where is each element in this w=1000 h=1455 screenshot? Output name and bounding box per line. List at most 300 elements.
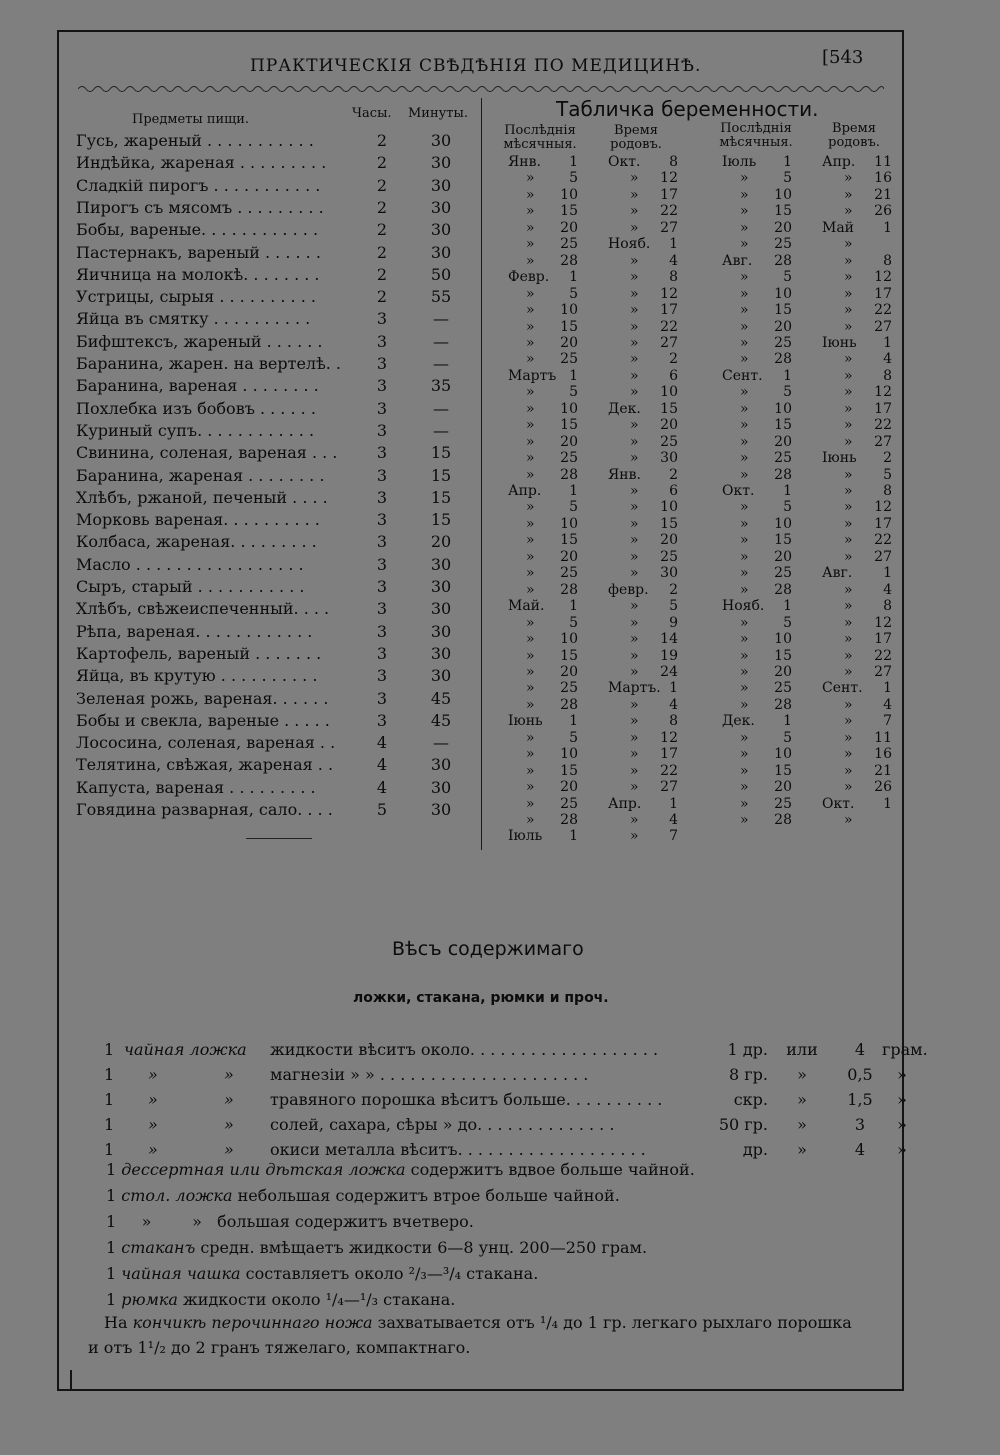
food-hours: 3 xyxy=(376,577,388,596)
preg-birth-month-right: » xyxy=(844,302,853,319)
preg-birth-month-left: » xyxy=(630,186,639,203)
preg-last-month-left: » xyxy=(526,285,535,302)
preg-last-month-left: » xyxy=(526,417,535,434)
page-number: [543 xyxy=(822,47,864,68)
food-name: Гусь, жареный . . . . . . . . . . . xyxy=(76,131,314,150)
preg-birth-month-left: » xyxy=(630,631,639,648)
preg-birth-month-right: » xyxy=(844,367,853,384)
food-hours: 2 xyxy=(376,220,388,240)
preg-last-day-left: 5 xyxy=(569,499,578,516)
food-name: Индѣйка, жареная . . . . . . . . . xyxy=(76,153,327,173)
food-hours: 3 xyxy=(376,510,388,530)
preg-birth-day-left: 4 xyxy=(669,812,678,828)
preg-birth-month-right: » xyxy=(844,186,853,203)
note-text: 1 xyxy=(106,1264,122,1283)
preg-last-month-left: » xyxy=(526,779,535,796)
preg-birth-day-left: 25 xyxy=(660,433,678,450)
preg-last-month-right: » xyxy=(740,696,749,713)
food-row xyxy=(76,555,476,577)
food-name: Хлѣбъ, свѣжеиспеченный. . . . xyxy=(76,599,330,619)
food-digestion-table xyxy=(76,131,476,831)
preg-last-day-left: 20 xyxy=(560,433,578,450)
preg-last-month-left: » xyxy=(526,351,535,368)
preg-last-month-right: » xyxy=(740,450,749,467)
measure-description: травяного порошка вѣситъ больше. . . . . . . . . . xyxy=(270,1090,663,1109)
preg-last-month-right: » xyxy=(740,680,749,697)
preg-birth-day-left: 1 xyxy=(669,795,678,812)
preg-birth-day-right: 27 xyxy=(874,433,892,450)
preg-last-day-left: 1 xyxy=(569,154,578,170)
preg-last-month-left: » xyxy=(526,631,535,648)
preg-last-month-left: Іюнь xyxy=(508,713,543,730)
measure-count: 1 xyxy=(104,1065,115,1084)
preg-birth-day-right: 8 xyxy=(883,483,892,499)
preg-birth-month-left: » xyxy=(630,318,639,335)
measure-value: др. xyxy=(742,1140,768,1159)
note-emphasis: рюмка xyxy=(121,1290,178,1309)
food-row xyxy=(76,666,476,688)
preg-birth-day-left: 20 xyxy=(660,532,678,549)
food-name: Зеленая рожь, вареная. . . . . . xyxy=(76,688,329,708)
preg-birth-month-right: Авг. xyxy=(822,565,853,582)
preg-last-month-right: Авг. xyxy=(722,252,753,269)
preg-last-month-left: » xyxy=(526,384,535,401)
preg-last-day-right: 25 xyxy=(774,680,792,697)
preg-last-month-left: Янв. xyxy=(508,154,541,170)
preg-last-month-right: Іюль xyxy=(722,154,757,170)
preg-last-day-left: 28 xyxy=(560,466,578,483)
preg-last-month-right: » xyxy=(740,417,749,434)
food-name: Капуста, вареная . . . . . . . . . xyxy=(76,777,316,797)
preg-birth-month-right: Іюнь xyxy=(822,450,857,467)
measure-value: 8 гр. xyxy=(729,1065,768,1084)
preg-last-day-right: 28 xyxy=(774,696,792,713)
preg-last-month-left: » xyxy=(526,663,535,680)
preg-last-day-left: 10 xyxy=(560,186,578,203)
preg-birth-day-right: 1 xyxy=(883,334,892,351)
measure-value-metric: 3 xyxy=(854,1115,866,1134)
preg-birth-month-left: Янв. xyxy=(608,466,641,483)
preg-birth-month-left: Апр. xyxy=(608,795,642,812)
preg-last-month-left: » xyxy=(526,515,535,532)
measure-or: » xyxy=(797,1065,807,1084)
note-text: 1 xyxy=(106,1160,122,1179)
food-hours: 4 xyxy=(376,777,388,797)
food-minutes: 35 xyxy=(430,376,452,396)
preg-last-day-right: 10 xyxy=(774,400,792,417)
preg-last-month-left: Май. xyxy=(508,598,545,615)
preg-birth-day-right: 27 xyxy=(874,663,892,680)
food-name: Похлебка изъ бобовъ . . . . . . xyxy=(76,398,316,418)
preg-last-day-right: 28 xyxy=(774,812,792,828)
preg-birth-month-left: » xyxy=(630,762,639,779)
preg-last-month-right: » xyxy=(740,219,749,236)
food-hours: 2 xyxy=(376,287,388,307)
preg-last-day-right: 20 xyxy=(774,433,792,450)
preg-birth-day-left: 17 xyxy=(660,186,678,203)
preg-last-month-left: » xyxy=(526,812,535,828)
preg-birth-day-right: 16 xyxy=(874,170,892,187)
preg-last-day-right: 25 xyxy=(774,450,792,467)
note-line xyxy=(106,1212,474,1231)
preg-birth-day-right: 12 xyxy=(874,499,892,516)
preg-birth-day-left: 2 xyxy=(669,581,678,598)
preg-birth-day-right: 1 xyxy=(883,795,892,812)
preg-last-day-left: 5 xyxy=(569,285,578,302)
preg-birth-month-left: » xyxy=(630,285,639,302)
note-text: большая содержитъ вчетверо. xyxy=(217,1212,474,1231)
preg-birth-day-left: 1 xyxy=(669,236,678,253)
preg-last-day-right: 1 xyxy=(783,598,792,615)
preg-last-day-right: 25 xyxy=(774,334,792,351)
food-hours: 3 xyxy=(376,398,388,418)
food-hours: 3 xyxy=(376,710,388,730)
measure-row xyxy=(104,1065,907,1087)
preg-birth-day-right: 2 xyxy=(883,450,892,467)
preg-col-header-birth-left: Время родовъ. xyxy=(610,123,662,152)
weights-title: Вѣсъ содержимаго xyxy=(392,938,584,960)
note-text: и отъ 1¹/₂ до 2 гранъ тяжелаго, компактнаго. xyxy=(88,1338,471,1357)
food-hours: 2 xyxy=(376,264,388,284)
preg-birth-day-left: 6 xyxy=(669,483,678,499)
measure-unit-metric: » xyxy=(897,1115,907,1134)
food-row xyxy=(76,466,476,488)
measure-row xyxy=(104,1140,907,1162)
preg-last-month-right: » xyxy=(740,565,749,582)
preg-birth-day-right: 26 xyxy=(874,779,892,796)
note-emphasis: стол. ложка xyxy=(121,1186,233,1205)
note-line xyxy=(106,1264,538,1283)
food-hours: 4 xyxy=(376,755,388,775)
food-hours: 3 xyxy=(376,331,388,351)
preg-last-day-right: 20 xyxy=(774,663,792,680)
preg-birth-month-left: » xyxy=(630,614,639,631)
measure-row xyxy=(104,1040,928,1062)
food-minutes: 30 xyxy=(430,577,452,596)
preg-last-month-left: » xyxy=(526,581,535,598)
note-emphasis: стаканъ xyxy=(121,1238,196,1257)
preg-last-month-left: Іюль xyxy=(508,828,543,845)
preg-last-day-right: 10 xyxy=(774,186,792,203)
preg-last-day-left: 1 xyxy=(569,713,578,730)
preg-birth-month-left: Нояб. xyxy=(608,236,651,253)
preg-last-day-right: 25 xyxy=(774,565,792,582)
preg-birth-day-left: 8 xyxy=(669,154,678,170)
food-row xyxy=(76,443,476,465)
preg-last-month-left: » xyxy=(526,532,535,549)
preg-last-day-left: 15 xyxy=(560,203,578,220)
preg-col-header-last-left: Послѣднія мѣсячныя. xyxy=(503,123,577,152)
food-name: Пирогъ съ мясомъ . . . . . . . . . xyxy=(76,197,324,217)
preg-birth-month-left: » xyxy=(630,532,639,549)
preg-last-month-right: Сент. xyxy=(722,367,763,384)
food-hours: 3 xyxy=(376,309,388,329)
food-row xyxy=(76,287,476,309)
preg-birth-day-right: 17 xyxy=(874,285,892,302)
preg-birth-month-right: Апр. xyxy=(822,154,856,170)
preg-last-day-right: 15 xyxy=(774,647,792,664)
preg-last-day-right: 1 xyxy=(783,367,792,384)
food-minutes: 30 xyxy=(430,599,452,619)
measure-value-metric: 4 xyxy=(854,1040,866,1059)
preg-birth-day-left: 12 xyxy=(660,170,678,187)
preg-last-day-right: 10 xyxy=(774,746,792,763)
preg-birth-month-right: » xyxy=(844,548,853,565)
preg-birth-day-left: 5 xyxy=(669,598,678,615)
preg-birth-month-left: » xyxy=(630,647,639,664)
preg-last-month-left: » xyxy=(526,219,535,236)
measure-unit: » xyxy=(148,1115,158,1134)
preg-birth-month-left: Дек. xyxy=(608,400,641,417)
wavy-rule xyxy=(78,84,884,94)
preg-birth-day-left: 4 xyxy=(669,252,678,269)
preg-last-day-right: 5 xyxy=(783,384,792,401)
preg-last-month-right: » xyxy=(740,663,749,680)
preg-last-day-right: 10 xyxy=(774,631,792,648)
preg-last-day-left: 1 xyxy=(569,828,578,845)
food-row xyxy=(76,778,476,800)
food-name: Устрицы, сырыя . . . . . . . . . . xyxy=(76,287,316,307)
preg-birth-month-right: » xyxy=(844,433,853,450)
measure-or: » xyxy=(797,1090,807,1109)
measure-unit: » xyxy=(148,1090,158,1109)
preg-last-day-left: 5 xyxy=(569,729,578,746)
preg-last-day-left: 1 xyxy=(569,483,578,499)
preg-birth-month-right: » xyxy=(844,285,853,302)
food-row xyxy=(76,354,476,376)
food-col-header-hours: Часы. xyxy=(352,106,392,121)
preg-last-month-left: » xyxy=(526,499,535,516)
preg-birth-day-left: 20 xyxy=(660,417,678,434)
preg-last-month-right: Дек. xyxy=(722,713,755,730)
preg-birth-month-left: » xyxy=(630,219,639,236)
preg-birth-month-right: » xyxy=(844,663,853,680)
preg-birth-month-right: Сент. xyxy=(822,680,863,697)
preg-last-day-right: 25 xyxy=(774,795,792,812)
food-minutes: 30 xyxy=(430,554,452,574)
food-name: Колбаса, жареная. . . . . . . . . xyxy=(76,532,317,552)
preg-last-month-right: » xyxy=(740,351,749,368)
preg-birth-day-right: 22 xyxy=(874,302,892,319)
separator-line xyxy=(246,838,312,839)
food-row xyxy=(76,265,476,287)
note-text: составляетъ около ²/₃—³/₄ стакана. xyxy=(240,1264,539,1283)
preg-last-day-left: 25 xyxy=(560,565,578,582)
measure-count: 1 xyxy=(104,1115,115,1134)
preg-birth-month-left: » xyxy=(630,828,639,845)
preg-last-day-right: 15 xyxy=(774,762,792,779)
food-hours: 2 xyxy=(376,197,388,217)
preg-birth-month-left: » xyxy=(630,548,639,565)
note-text: захватывается отъ ¹/₄ до 1 гр. легкаго рыхлаго порошка xyxy=(372,1313,852,1332)
weights-subtitle: ложки, стакана, рюмки и проч. xyxy=(353,990,609,1006)
preg-birth-month-right: » xyxy=(844,581,853,598)
food-minutes: 30 xyxy=(430,800,452,819)
food-row xyxy=(76,599,476,621)
food-hours: 2 xyxy=(376,175,388,195)
measure-description: жидкости вѣситъ около. . . . . . . . . . . . . . . . . . . xyxy=(270,1040,659,1059)
food-minutes: 30 xyxy=(430,666,452,686)
preg-last-day-left: 25 xyxy=(560,680,578,697)
preg-birth-day-right: 17 xyxy=(874,400,892,417)
preg-birth-month-left: » xyxy=(630,302,639,319)
preg-birth-month-right: » xyxy=(844,713,853,730)
note-emphasis: чайная чашка xyxy=(121,1264,241,1283)
preg-last-day-right: 28 xyxy=(774,581,792,598)
preg-last-day-right: 10 xyxy=(774,515,792,532)
food-hours: 3 xyxy=(376,532,388,552)
note-line xyxy=(88,1338,470,1357)
preg-birth-month-left: » xyxy=(630,779,639,796)
preg-last-month-right: » xyxy=(740,302,749,319)
preg-birth-month-right: » xyxy=(844,532,853,549)
food-name: Говядина разварная, сало. . . . xyxy=(76,800,333,819)
measure-unit-ditto: » xyxy=(224,1065,234,1084)
preg-col-header-last-right: Послѣднія мѣсячныя. xyxy=(719,121,793,150)
preg-last-month-left: » xyxy=(526,696,535,713)
preg-birth-day-left: 22 xyxy=(660,318,678,335)
measure-count: 1 xyxy=(104,1090,115,1109)
preg-last-day-left: 5 xyxy=(569,384,578,401)
preg-birth-month-left: » xyxy=(630,746,639,763)
preg-last-day-left: 10 xyxy=(560,515,578,532)
food-name: Сладкій пирогъ . . . . . . . . . . . xyxy=(76,175,321,195)
preg-birth-month-right: » xyxy=(844,483,853,499)
food-minutes: — xyxy=(433,398,449,418)
preg-birth-month-right: » xyxy=(844,269,853,286)
preg-birth-day-right: 5 xyxy=(883,466,892,483)
preg-last-day-right: 28 xyxy=(774,351,792,368)
preg-birth-month-left: » xyxy=(630,499,639,516)
food-row xyxy=(76,309,476,331)
preg-last-month-left: Мартъ xyxy=(508,367,557,384)
preg-last-month-left: » xyxy=(526,236,535,253)
food-name: Баранина, вареная . . . . . . . . xyxy=(76,376,319,396)
food-col-header-item: Предметы пищи. xyxy=(132,112,250,127)
measure-count: 1 xyxy=(104,1140,115,1159)
measure-unit-metric: » xyxy=(897,1090,907,1109)
food-minutes: 30 xyxy=(430,242,452,262)
note-line xyxy=(106,1186,620,1205)
measure-description: окиси металла вѣситъ. . . . . . . . . . . . . . . . . . . xyxy=(270,1140,646,1159)
preg-last-day-left: 25 xyxy=(560,795,578,812)
note-line xyxy=(106,1238,647,1257)
preg-last-day-left: 1 xyxy=(569,598,578,615)
preg-last-month-left: » xyxy=(526,433,535,450)
preg-birth-month-left: Мартъ. xyxy=(608,680,661,697)
preg-last-day-right: 1 xyxy=(783,713,792,730)
preg-birth-day-left: 27 xyxy=(660,779,678,796)
preg-birth-month-left: » xyxy=(630,384,639,401)
food-minutes: 20 xyxy=(430,532,452,552)
preg-birth-month-left: » xyxy=(630,367,639,384)
preg-last-month-right: Окт. xyxy=(722,483,755,499)
food-minutes: 15 xyxy=(430,510,452,530)
food-row xyxy=(76,332,476,354)
food-minutes: 15 xyxy=(430,487,452,507)
preg-last-day-right: 20 xyxy=(774,548,792,565)
note-text: 1 xyxy=(106,1290,122,1309)
preg-birth-month-right: » xyxy=(844,729,853,746)
measure-unit: » xyxy=(148,1140,158,1159)
preg-birth-month-left: Окт. xyxy=(608,154,641,170)
food-name: Лососина, соленая, вареная . . xyxy=(76,733,336,753)
preg-birth-month-right: » xyxy=(844,417,853,434)
preg-last-day-left: 10 xyxy=(560,302,578,319)
preg-birth-month-right: » xyxy=(844,236,853,253)
preg-birth-month-right: Май xyxy=(822,219,855,236)
food-name: Бобы, вареные. . . . . . . . . . . . xyxy=(76,220,319,240)
food-hours: 2 xyxy=(376,242,388,262)
food-col-header-minutes: Минуты. xyxy=(408,106,468,121)
preg-last-day-left: 28 xyxy=(560,812,578,828)
preg-birth-month-left: » xyxy=(630,515,639,532)
note-line xyxy=(106,1290,455,1309)
preg-last-day-right: 25 xyxy=(774,236,792,253)
preg-birth-day-left: 10 xyxy=(660,384,678,401)
food-hours: 3 xyxy=(376,643,388,663)
food-row xyxy=(76,243,476,265)
preg-birth-month-left: » xyxy=(630,450,639,467)
preg-birth-day-left: 22 xyxy=(660,762,678,779)
preg-birth-day-left: 12 xyxy=(660,729,678,746)
preg-birth-month-right: » xyxy=(844,515,853,532)
food-name: Морковь вареная. . . . . . . . . . xyxy=(76,510,320,530)
preg-birth-day-right: 1 xyxy=(883,565,892,582)
measure-unit-metric: » xyxy=(897,1140,907,1159)
preg-last-month-right: » xyxy=(740,746,749,763)
preg-birth-month-right: » xyxy=(844,812,853,828)
preg-birth-month-right: » xyxy=(844,696,853,713)
preg-last-day-left: 15 xyxy=(560,532,578,549)
preg-birth-month-left: » xyxy=(630,203,639,220)
note-emphasis: кончикѣ перочиннаго ножа xyxy=(132,1313,373,1332)
preg-birth-month-right: » xyxy=(844,400,853,417)
preg-last-day-right: 1 xyxy=(783,483,792,499)
food-name: Масло . . . . . . . . . . . . . . . . . xyxy=(76,554,304,574)
food-name: Куриный супъ. . . . . . . . . . . . xyxy=(76,420,315,440)
preg-birth-day-left: 17 xyxy=(660,302,678,319)
note-text: средн. вмѣщаетъ жидкости 6—8 унц. 200—250 грам. xyxy=(195,1238,648,1257)
preg-birth-day-left: 27 xyxy=(660,334,678,351)
measure-unit: чайная ложка xyxy=(124,1040,247,1059)
preg-last-month-left: Апр. xyxy=(508,483,542,499)
preg-last-month-right: » xyxy=(740,186,749,203)
food-row xyxy=(76,376,476,398)
preg-last-day-left: 1 xyxy=(569,367,578,384)
preg-last-day-left: 1 xyxy=(569,269,578,286)
food-minutes: 45 xyxy=(430,710,452,730)
preg-last-month-right: » xyxy=(740,466,749,483)
food-row xyxy=(76,176,476,198)
preg-birth-day-left: 7 xyxy=(669,828,678,845)
preg-last-month-left: » xyxy=(526,400,535,417)
preg-birth-month-right: » xyxy=(844,351,853,368)
preg-birth-day-right: 26 xyxy=(874,203,892,220)
preg-birth-month-left: » xyxy=(630,483,639,499)
food-minutes: 30 xyxy=(430,131,452,150)
preg-last-month-right: » xyxy=(740,729,749,746)
preg-last-month-right: » xyxy=(740,515,749,532)
food-name: Свинина, соленая, вареная . . . xyxy=(76,443,338,463)
note-emphasis: дессертная или дѣтская ложка xyxy=(121,1160,406,1179)
preg-birth-month-right: » xyxy=(844,384,853,401)
measure-unit: » xyxy=(148,1065,158,1084)
preg-birth-month-right: » xyxy=(844,631,853,648)
preg-last-month-right: Нояб. xyxy=(722,598,765,615)
preg-last-day-right: 15 xyxy=(774,203,792,220)
food-minutes: — xyxy=(433,331,449,351)
